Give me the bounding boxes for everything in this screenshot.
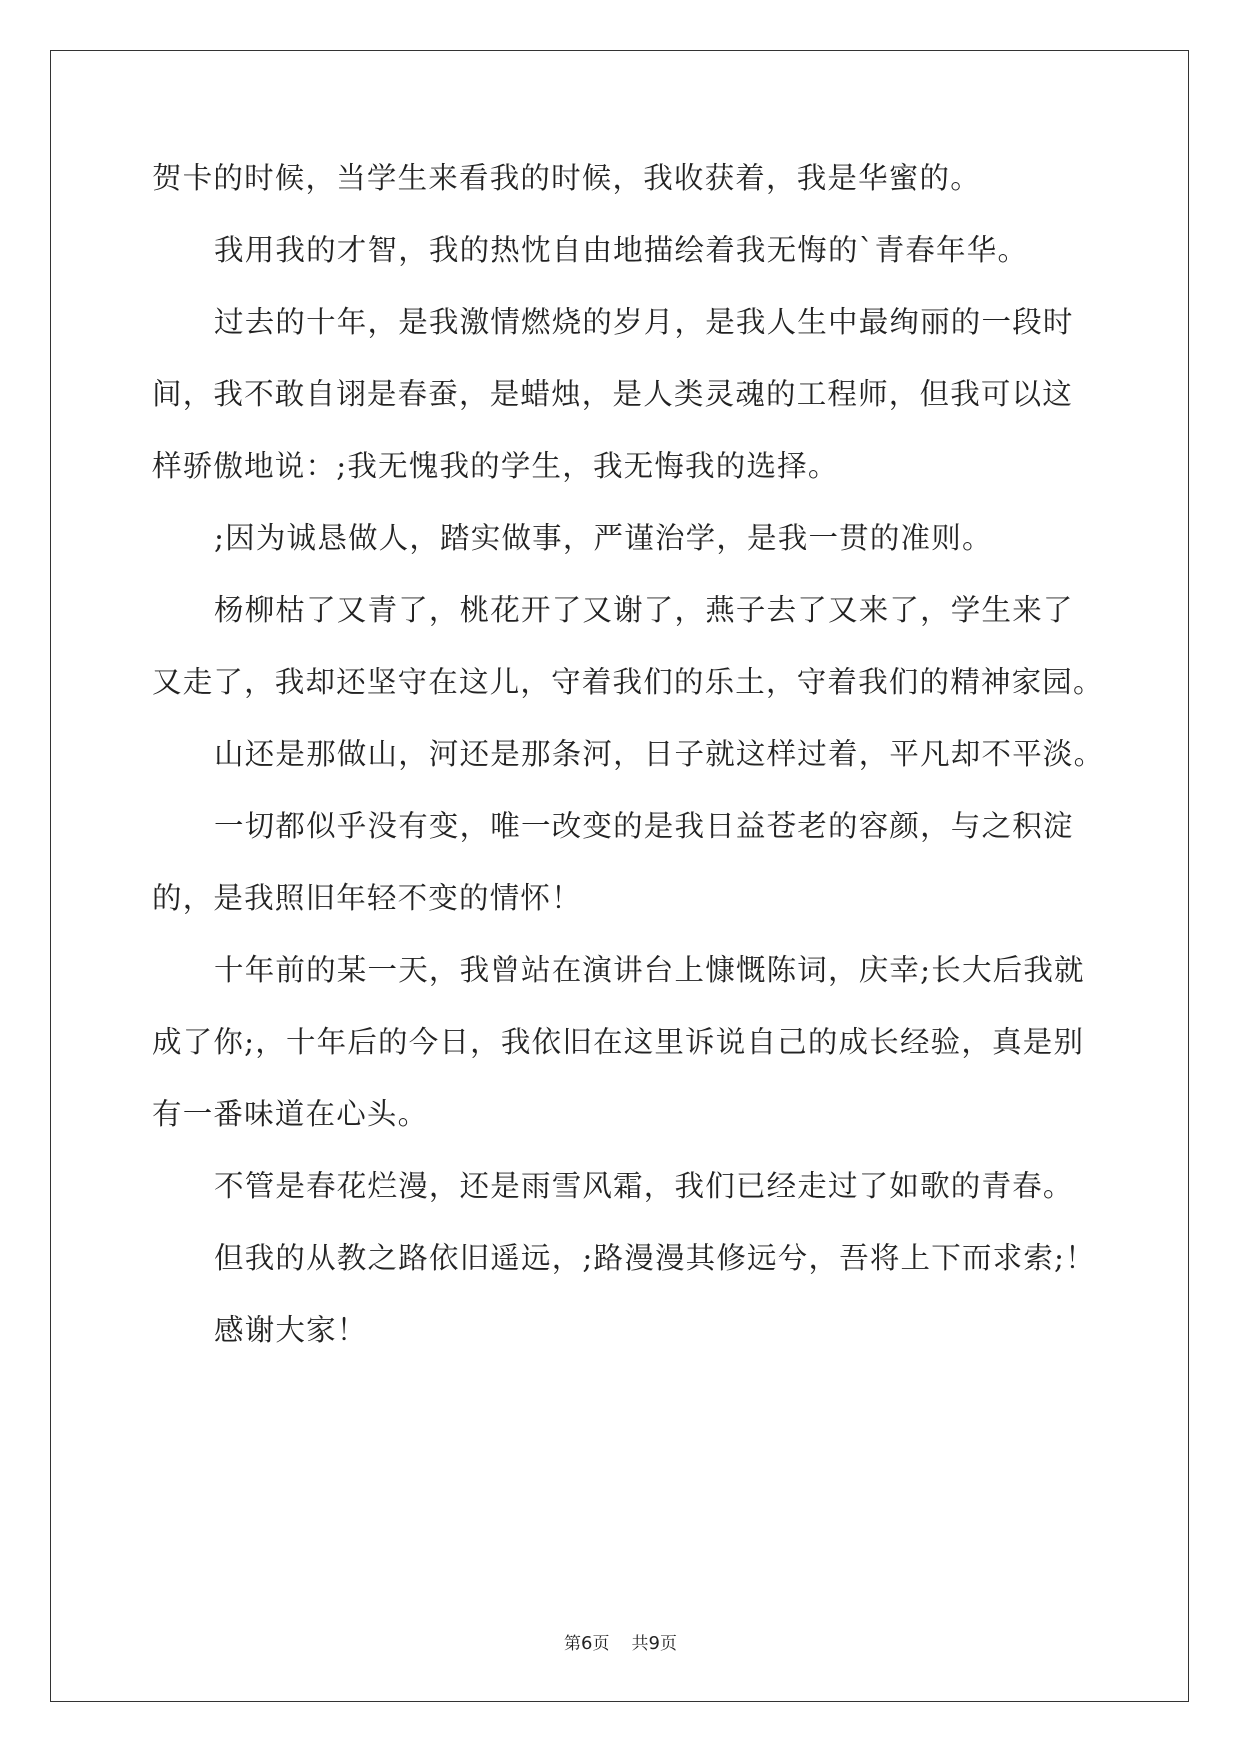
page-footer (0, 1632, 1241, 1656)
paragraph-line: 一切都似乎没有变，唯一改变的是我日益苍老的容颜，与之积淀 (214, 809, 1074, 843)
paragraph-line: 十年前的某一天，我曾站在演讲台上慷慨陈词，庆幸;长大后我就 (214, 953, 1085, 987)
text-line: 样骄傲地说：;我无愧我的学生，我无悔我的选择。 (152, 449, 839, 483)
text-line: 又走了，我却还坚守在这儿，守着我们的乐土，守着我们的精神家园。 (152, 665, 1104, 699)
text-line: 间，我不敢自诩是春蚕，是蜡烛，是人类灵魂的工程师，但我可以这 (152, 377, 1074, 411)
text-line: 成了你;，十年后的今日，我依旧在这里诉说自己的成长经验，真是别 (152, 1025, 1085, 1059)
paragraph-line: 感谢大家！ (214, 1313, 368, 1347)
page-frame (50, 50, 1189, 1702)
paragraph-line: 山还是那做山，河还是那条河，日子就这样过着，平凡却不平淡。 (214, 737, 1105, 771)
total-suffix: 页 (659, 1634, 677, 1654)
text-line: 的，是我照旧年轻不变的情怀！ (152, 881, 582, 915)
paragraph-line: 杨柳枯了又青了，桃花开了又谢了，燕子去了又来了，学生来了 (214, 593, 1074, 627)
paragraph-line: 但我的从教之路依旧遥远，;路漫漫其修远兮，吾将上下而求索;！ (214, 1241, 1096, 1275)
page-suffix: 页 (592, 1634, 610, 1654)
page-total (632, 1634, 677, 1654)
total-prefix: 共 (631, 1634, 649, 1654)
text-line: 贺卡的时候，当学生来看我的时候，我收获着，我是华蜜的。 (152, 161, 981, 195)
page-prefix: 第 (564, 1634, 582, 1654)
paragraph-line: 我用我的才智，我的热忱自由地描绘着我无悔的`青春年华。 (214, 233, 1029, 267)
paragraph-line: 不管是春花烂漫，还是雨雪风霜，我们已经走过了如歌的青春。 (214, 1169, 1074, 1203)
current-page: 6 (581, 1633, 593, 1654)
paragraph-line: 过去的十年，是我激情燃烧的岁月，是我人生中最绚丽的一段时 (214, 305, 1074, 339)
paragraph-line: ;因为诚恳做人，踏实做事，严谨治学，是我一贯的准则。 (214, 521, 993, 555)
page-number (564, 1634, 609, 1654)
total-pages: 9 (648, 1633, 660, 1654)
text-line: 有一番味道在心头。 (152, 1097, 429, 1131)
